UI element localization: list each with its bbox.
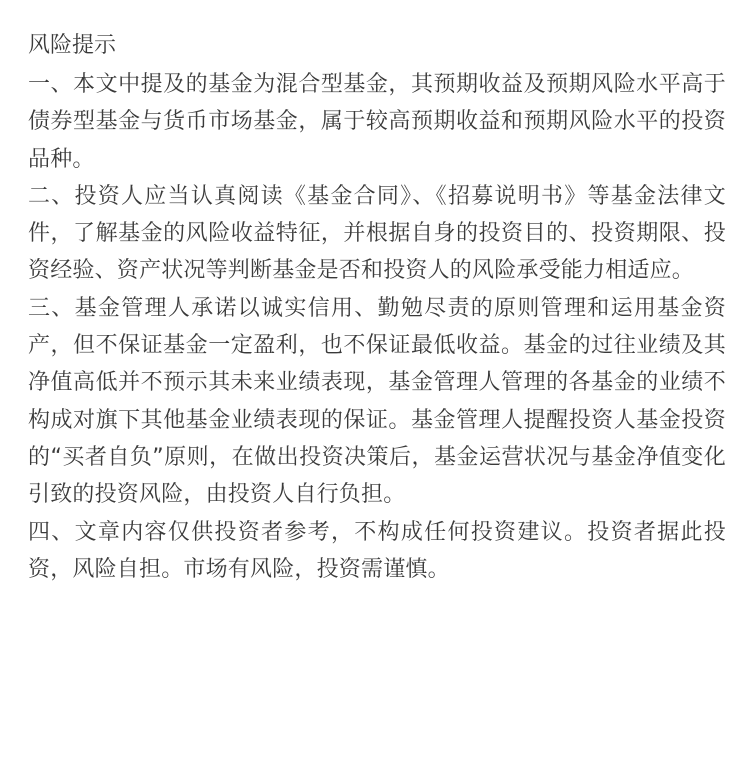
document-title: 风险提示 bbox=[28, 33, 117, 58]
paragraph-3: 三、基金管理人承诺以诚实信用、勤勉尽责的原则管理和运用基金资产，但不保证基金一定盈利，也不保证最低收益。基金的过往业绩及其净值高低并不预示其未来业绩表现，基金管理人管理的各基金的业绩不构成对旗下其他基金业绩表现的保证。基金管理人提醒投资人基金投资的“买者自负”原则，在做出投资决策后，基金运营状况与基金净值变化引致的投资风险，由投资人自行负担。 bbox=[28, 295, 726, 508]
paragraph-4: 四、文章内容仅供投资者参考，不构成任何投资建议。投资者据此投资，风险自担。市场有风险，投资需谨慎。 bbox=[28, 519, 726, 582]
paragraph-2: 二、投资人应当认真阅读《基金合同》、《招募说明书》等基金法律文件，了解基金的风险收益特征，并根据自身的投资目的、投资期限、投资经验、资产状况等判断基金是否和投资人的风险承受能力相适应。 bbox=[28, 183, 726, 284]
paragraph-1: 一、本文中提及的基金为混合型基金，其预期收益及预期风险水平高于债券型基金与货币市场基金，属于较高预期收益和预期风险水平的投资品种。 bbox=[28, 72, 726, 172]
